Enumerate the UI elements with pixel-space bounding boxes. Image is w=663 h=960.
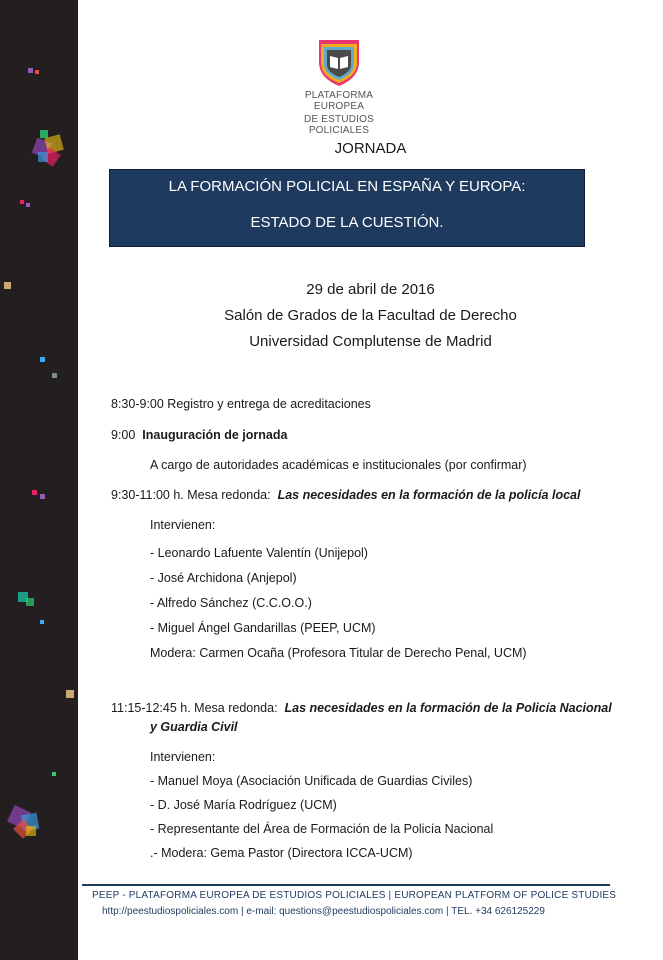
confetti-square: [40, 357, 45, 362]
speaker-item: - D. José María Rodríguez (UCM): [150, 798, 337, 812]
panel2-heading: [111, 701, 612, 715]
speaker-item: - Miguel Ángel Gandarillas (PEEP, UCM): [150, 621, 376, 635]
logo-line-2: DE ESTUDIOS POLICIALES: [304, 114, 374, 136]
opening-title: Inauguración de jornada: [142, 428, 288, 442]
event-kicker: JORNADA: [334, 140, 407, 157]
confetti-square: [20, 200, 24, 204]
panel1-time: 9:30-11:00 h. Mesa redonda:: [111, 488, 271, 502]
confetti-square: [28, 68, 33, 73]
peep-logo: [282, 36, 396, 136]
title-line-2: ESTADO DE LA CUESTIÓN.: [250, 214, 444, 231]
speaker-item: - Representante del Área de Formación de la Policía Nacional: [150, 822, 494, 836]
opening-note: A cargo de autoridades académicas e institucionales (por confirmar): [150, 458, 527, 472]
confetti-square: [40, 494, 45, 499]
panel2-time: 11:15-12:45 h. Mesa redonda:: [111, 701, 278, 715]
event-venue: Salón de Grados de la Facultad de Derecho: [224, 307, 517, 324]
panel2-title-continued: y Guardia Civil: [150, 720, 238, 734]
speaker-item: - Manuel Moya (Asociación Unificada de Guardias Civiles): [150, 774, 473, 788]
title-banner: [109, 169, 585, 247]
panel2-title: Las necesidades en la formación de la Policía Nacional: [284, 701, 612, 715]
confetti-square: [26, 598, 34, 606]
confetti-square: [26, 826, 36, 836]
registration-item: 8:30-9:00 Registro y entrega de acreditaciones: [111, 397, 371, 411]
footer-organization: PEEP - PLATAFORMA EUROPEA DE ESTUDIOS POLICIALES | EUROPEAN PLATFORM OF POLICE STUDIES: [92, 890, 617, 901]
panel1-moderator: Modera: Carmen Ocaña (Profesora Titular de Derecho Penal, UCM): [150, 646, 527, 660]
footer-divider: [82, 884, 610, 886]
panel2-moderator: .- Modera: Gema Pastor (Directora ICCA-UCM): [150, 846, 413, 860]
panel1-title: Las necesidades en la formación de la policía local: [277, 488, 581, 502]
title-line-1: LA FORMACIÓN POLICIAL EN ESPAÑA Y EUROPA:: [168, 178, 526, 195]
confetti-square: [52, 772, 56, 776]
speaker-item: - Alfredo Sánchez (C.C.O.O.): [150, 596, 312, 610]
confetti-square: [40, 620, 44, 624]
panel1-intro: Intervienen:: [150, 518, 216, 532]
opening-time: 9:00: [111, 428, 136, 442]
speaker-item: - José Archidona (Anjepol): [150, 571, 297, 585]
confetti-square: [52, 373, 57, 378]
speaker-item: - Leonardo Lafuente Valentín (Unijepol): [150, 546, 368, 560]
confetti-square: [66, 690, 74, 698]
footer-contact: http://peestudiospoliciales.com | e-mail: questions@peestudiospoliciales.com | TEL. +34 626125229: [102, 906, 545, 917]
confetti-square: [4, 282, 11, 289]
panel1-heading: [111, 488, 580, 502]
panel2-intro: Intervienen:: [150, 750, 216, 764]
event-date: 29 de abril de 2016: [306, 281, 435, 298]
logo-line-1: PLATAFORMA EUROPEA: [304, 90, 374, 112]
confetti-square: [32, 490, 37, 495]
event-university: Universidad Complutense de Madrid: [249, 333, 492, 350]
confetti-square: [26, 203, 30, 207]
book-shield-icon: [315, 36, 363, 88]
opening-item: [111, 428, 287, 442]
confetti-square: [35, 70, 39, 74]
